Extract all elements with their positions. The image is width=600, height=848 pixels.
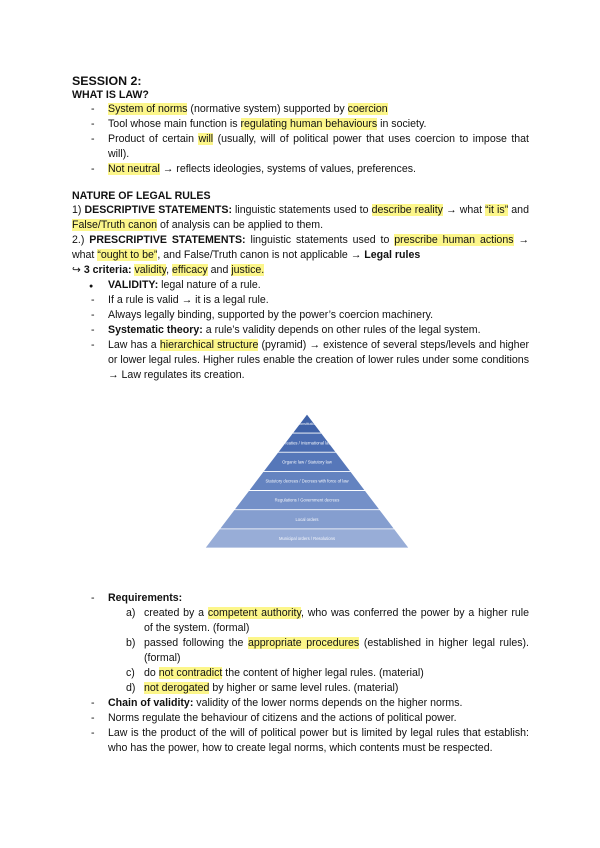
- text: Law is the product of the will of political power but is limited by legal rules that establish: who has the power, how to create legal norms, which contents must be respected.: [108, 727, 529, 754]
- highlight: not derogated: [144, 682, 210, 694]
- pyramid-level-label: Organic law / Statutory law: [282, 459, 332, 465]
- text: 1): [72, 204, 85, 216]
- text: (established in higher legal rules). (formal): [144, 637, 529, 664]
- list-item: [72, 696, 529, 711]
- text: validity of the lower norms depends on the higher norms.: [193, 697, 463, 709]
- text: and: [508, 204, 529, 216]
- text: Norms regulate the behaviour of citizens and the actions of political power.: [108, 712, 457, 724]
- pyramid-level-label: Regulations / Government decrees: [274, 497, 340, 503]
- highlight: coercion: [347, 103, 388, 115]
- list-item: [72, 666, 529, 681]
- criteria-line: [72, 263, 529, 278]
- what-is-law-heading: WHAT IS LAW?: [72, 89, 149, 101]
- list-marker: c): [126, 667, 135, 679]
- highlight: competent authority: [207, 607, 301, 619]
- pyramid-level-label: Local orders: [295, 516, 319, 522]
- text: Product of certain: [108, 133, 199, 145]
- list-item: [72, 293, 529, 308]
- highlight: will: [198, 133, 214, 145]
- pyramid-level-label: Municipal orders / Resolutions: [278, 536, 336, 542]
- text: by higher or same level rules. (material): [209, 682, 399, 694]
- pyramid-level-label: Treaties / International law: [282, 440, 332, 446]
- highlight: regulating human behaviours: [240, 118, 378, 130]
- text: Always legally binding, supported by the power’s coercion machinery.: [108, 309, 434, 321]
- arrow-icon: ↪: [72, 264, 84, 276]
- bold-term: Legal rules: [364, 249, 421, 261]
- highlight: “it is”: [485, 204, 509, 216]
- bold-term: PRESCRIPTIVE STATEMENTS:: [89, 234, 246, 246]
- highlight: not contradict: [158, 667, 223, 679]
- text: a rule’s validity depends on other rules of the legal system.: [202, 324, 481, 336]
- text: ,: [166, 264, 172, 276]
- list-item: [72, 278, 529, 293]
- highlight: hierarchical structure: [159, 339, 259, 351]
- bold-term: DESCRIPTIVE STATEMENTS:: [84, 204, 232, 216]
- hierarchy-pyramid: [205, 414, 409, 548]
- list-item: [72, 591, 529, 606]
- list-item: [72, 102, 529, 117]
- closing-list: [72, 696, 529, 756]
- what-is-law-list: [72, 102, 529, 177]
- highlight: False/Truth canon: [72, 219, 157, 231]
- list-item: [72, 711, 529, 726]
- validity-list: [72, 278, 529, 383]
- text: 2.): [72, 234, 90, 246]
- session-title: SESSION 2:: [72, 74, 142, 88]
- highlight: System of norms: [108, 103, 188, 115]
- prescriptive-statement: [72, 233, 529, 263]
- text: the content of higher legal rules. (material): [222, 667, 424, 679]
- list-item: [72, 323, 529, 338]
- text: If a rule is valid → it is a legal rule.: [108, 294, 269, 306]
- highlight: Not neutral: [108, 163, 160, 175]
- highlight: prescribe human actions: [394, 234, 514, 246]
- list-marker: b): [126, 637, 136, 649]
- list-item: [72, 308, 529, 323]
- bold-term: VALIDITY:: [108, 279, 159, 291]
- text: , and False/Truth canon is not applicable →: [157, 249, 365, 261]
- text: , who was conferred the power by a higher rule of the system. (formal): [144, 607, 529, 634]
- highlight: “ought to be”: [97, 249, 158, 261]
- highlight: describe reality: [371, 204, 443, 216]
- requirements-sublist: [72, 606, 529, 696]
- list-item: [72, 726, 529, 756]
- text: legal nature of a rule.: [158, 279, 261, 291]
- text: and: [207, 264, 232, 276]
- text: → what: [442, 204, 486, 216]
- text: linguistic statements used to: [231, 204, 372, 216]
- highlight: efficacy: [171, 264, 208, 276]
- text: → what: [72, 234, 530, 261]
- descriptive-statement: [72, 203, 529, 233]
- list-item: [72, 636, 529, 666]
- nature-heading: NATURE OF LEGAL RULES: [72, 190, 211, 202]
- list-marker: a): [126, 607, 136, 619]
- text: in society.: [377, 118, 427, 130]
- list-item: [72, 162, 529, 177]
- list-item: [72, 681, 529, 696]
- text: linguistic statements used to: [245, 234, 395, 246]
- pyramid-level-label: Statutory decrees / Decrees with force of law: [265, 478, 349, 484]
- list-item: [72, 606, 529, 636]
- list-marker: d): [126, 682, 136, 694]
- highlight: justice.: [231, 264, 265, 276]
- list-item: [72, 338, 529, 383]
- text: passed following the: [144, 637, 248, 649]
- bold-term: Chain of validity:: [108, 697, 194, 709]
- text: created by a: [144, 607, 208, 619]
- requirements-list: [72, 591, 529, 606]
- text: (normative system) supported by: [187, 103, 348, 115]
- text: (pyramid) → existence of several steps/levels and higher or lower legal rules. Higher rules enable the creation of lower rules under some conditions → Law regulates its creation.: [108, 339, 529, 381]
- list-item: [72, 132, 529, 162]
- bold-term: Requirements:: [108, 592, 183, 604]
- highlight: appropriate procedures: [248, 637, 360, 649]
- text: → reflects ideologies, systems of values, preferences.: [159, 163, 416, 175]
- text: of analysis can be applied to them.: [157, 219, 324, 231]
- document-page: [72, 74, 529, 383]
- highlight: validity: [134, 264, 167, 276]
- text: do: [144, 667, 159, 679]
- text: Law has a: [108, 339, 160, 351]
- bold-term: Systematic theory:: [108, 324, 203, 336]
- bold-term: 3 criteria:: [83, 264, 132, 276]
- list-item: [72, 117, 529, 132]
- text: Tool whose main function is: [108, 118, 241, 130]
- document-page-lower: [72, 591, 529, 756]
- pyramid-level-label: Constitution: [297, 422, 317, 427]
- text: (usually, will of political power that uses coercion to impose that will).: [108, 133, 529, 160]
